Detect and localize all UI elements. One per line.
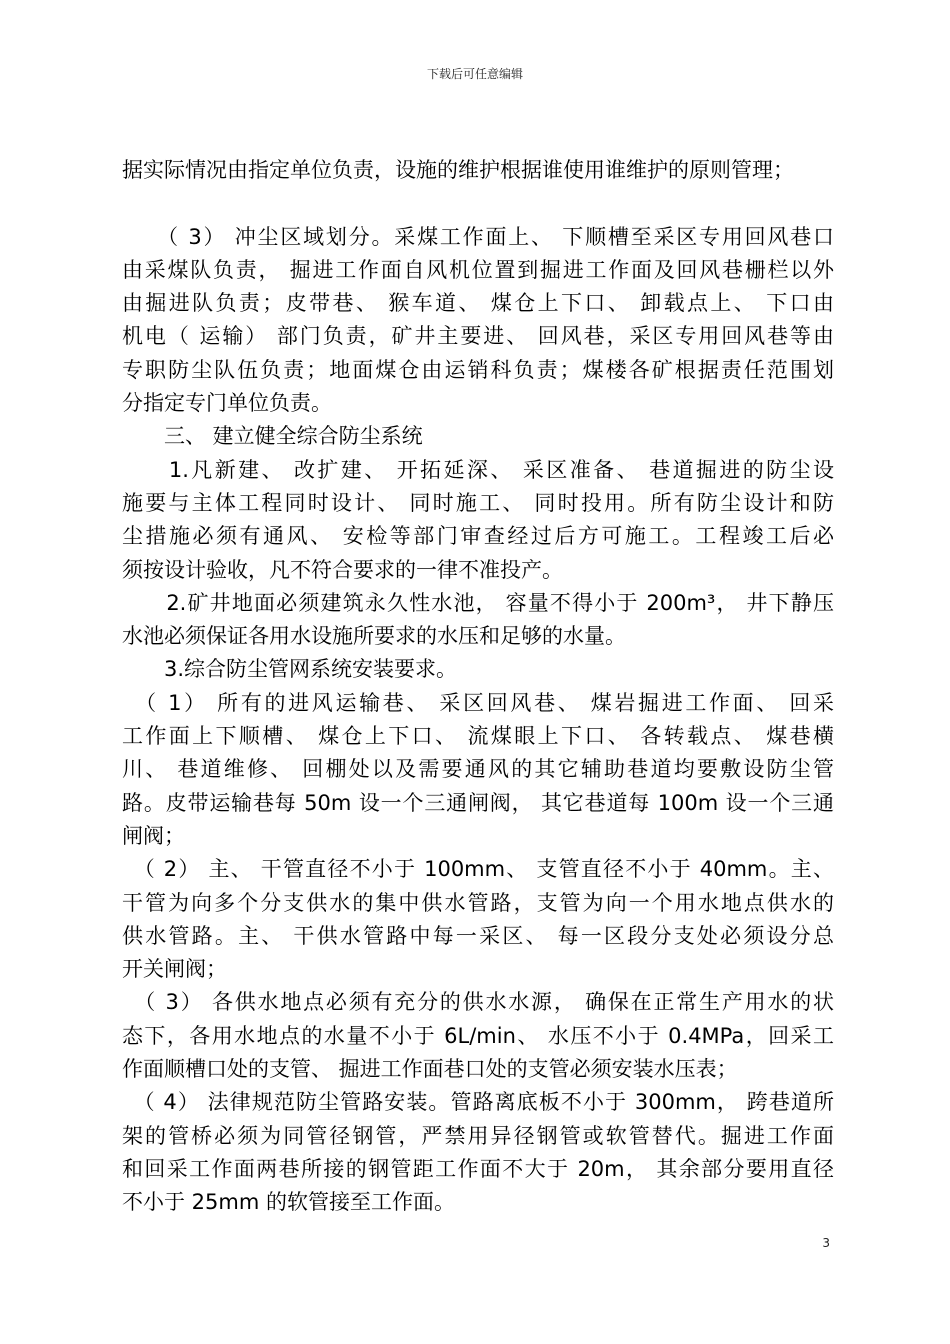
text-line: 工作面上下顺槽、 煤仓上下口、 流煤眼上下口、 各转载点、 煤巷横 [122, 724, 834, 749]
page-header: 下载后可任意编辑 [426, 67, 523, 81]
text-line: 2.矿井地面必须建筑永久性水池， 容量不得小于 200m³， 井下静压 [122, 590, 834, 615]
text-line: 供水管路。主、 干供水管路中每一采区、 每一区段分支处必须设分总 [122, 923, 834, 948]
text-line: 作面顺槽口处的支管、 掘进工作面巷口处的支管必须安装水压表； [122, 1057, 738, 1082]
text-line: 1.凡新建、 改扩建、 开拓延深、 采区准备、 巷道掘进的防尘设 [122, 457, 834, 482]
text-line: 机电（ 运输） 部门负责，矿井主要进、 回风巷，采区专用回风巷等由 [122, 324, 834, 349]
text-line: 3.综合防尘管网系统安装要求。 [122, 657, 458, 682]
text-line: 由采煤队负责， 掘进工作面自风机位置到掘进工作面及回风巷栅栏以外 [122, 257, 834, 282]
text-line: 分指定专门单位负责。 [122, 391, 332, 416]
text-line: 水池必须保证各用水设施所要求的水压和足够的水量。 [122, 624, 626, 649]
text-line: 开关闸阀； [122, 957, 227, 982]
document-body [122, 154, 834, 1220]
text-line: 不小于 25mm 的软管接至工作面。 [122, 1190, 455, 1215]
text-line: 态下，各用水地点的水量不小于 6L/min、 水压不小于 0.4MPa，回采工 [122, 1023, 834, 1048]
text-line: 专职防尘队伍负责；地面煤仓由运销科负责；煤楼各矿根据责任范围划 [122, 357, 834, 382]
text-line: （ 3） 冲尘区域划分。采煤工作面上、 下顺槽至采区专用回风巷口 [122, 224, 834, 249]
text-line: （ 4） 法律规范防尘管路安装。管路离底板不小于 300mm， 跨巷道所 [122, 1090, 834, 1115]
text-line: 据实际情况由指定单位负责，设施的维护根据谁使用谁维护的原则管理； [122, 158, 794, 182]
text-line: 尘措施必须有通风、 安检等部门审查经过后方可施工。工程竣工后必 [122, 524, 834, 549]
text-line: （ 1） 所有的进风运输巷、 采区回风巷、 煤岩掘进工作面、 回采 [122, 690, 834, 715]
text-line: （ 3） 各供水地点必须有充分的供水水源， 确保在正常生产用水的状 [122, 990, 834, 1015]
text-line: 干管为向多个分支供水的集中供水管路，支管为向一个用水地点供水的 [122, 890, 834, 915]
text-line: 架的管桥必须为同管径钢管，严禁用异径钢管或软管替代。掘进工作面 [122, 1123, 834, 1148]
text-line: 闸阀； [122, 823, 185, 848]
text-line: 三、 建立健全综合防尘系统 [122, 424, 423, 449]
text-line: 川、 巷道维修、 回棚处以及需要通风的其它辅助巷道均要敷设防尘管 [122, 757, 834, 782]
text-line: 路。皮带运输巷每 50m 设一个三通闸阀， 其它巷道每 100m 设一个三通 [122, 790, 834, 815]
text-line: （ 2） 主、 干管直径不小于 100mm、 支管直径不小于 40mm。主、 [122, 857, 834, 882]
text-line: 由掘进队负责；皮带巷、 猴车道、 煤仓上下口、 卸载点上、 下口由 [122, 291, 834, 316]
page-number: 3 [822, 1236, 830, 1250]
paragraph-gap [122, 187, 834, 220]
text-line: 须按设计验收，凡不符合要求的一律不准投产。 [122, 557, 563, 582]
text-line: 施要与主体工程同时设计、 同时施工、 同时投用。所有防尘设计和防 [122, 490, 834, 515]
text-line: 和回采工作面两巷所接的钢管距工作面不大于 20m， 其余部分要用直径 [122, 1156, 834, 1181]
